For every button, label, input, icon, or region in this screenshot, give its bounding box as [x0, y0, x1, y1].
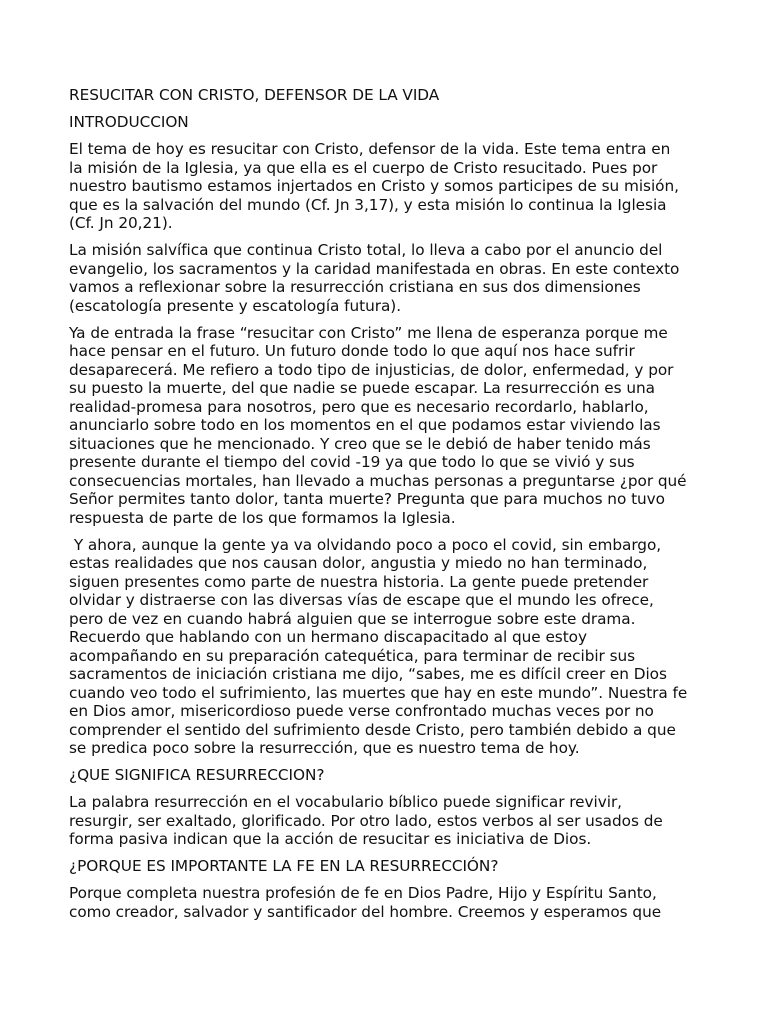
- section-heading-significado: ¿QUE SIGNIFICA RESURRECCION?: [69, 766, 325, 784]
- intro-paragraph-3: Ya de entrada la frase “resucitar con Cristo” me llena de esperanza porque me hace pensar en el futuro. Un futuro donde todo lo que aquí nos hace sufrir desaparecerá. Me refiero a todo tipo de injusticias, de dolor, enfermedad, y por su puesto la muerte, del que nadie se puede escapar. La resurrección es una realidad-promesa para nosotros, pero que es necesario recordarlo, hablarlo, anunciarlo sobre todo en los momentos en el que podamos estar viviendo las situaciones que he mencionado. Y creo que se le debió de haber tenido más presente durante el tiempo del covid -19 ya que todo lo que se vivió y sus consecuencias mortales, han llevado a muchas personas a preguntarse ¿por qué Señor permites tanto dolor, tanta muerte? Pregunta que para muchos no tuvo respuesta de parte de los que formamos la Iglesia.: [69, 323, 687, 527]
- intro-paragraph-2: La misión salvífica que continua Cristo total, lo lleva a cabo por el anuncio del evangelio, los sacramentos y la caridad manifestada en obras. En este contexto vamos a reflexionar sobre la resurrección cristiana en sus dos dimensiones (escatología presente y escatología futura).: [69, 241, 680, 315]
- intro-paragraph-1: El tema de hoy es resucitar con Cristo, defensor de la vida. Este tema entra en la misión de la Iglesia, ya que ella es el cuerpo de Cristo resucitado. Pues por nuestro bautismo estamos injertados en Cristo y somos participes de su misión, que es la salvación del mundo (Cf. Jn 3,17), y esta misión lo continua la Iglesia (Cf. Jn 20,21).: [69, 140, 679, 232]
- document-title: RESUCITAR CON CRISTO, DEFENSOR DE LA VIDA: [69, 86, 440, 104]
- section-heading-importancia: ¿PORQUE ES IMPORTANTE LA FE EN LA RESURRECCIÓN?: [69, 857, 499, 875]
- importance-paragraph: Porque completa nuestra profesión de fe en Dios Padre, Hijo y Espíritu Santo, como creador, salvador y santificador del hombre. Creemos y esperamos que: [69, 884, 662, 921]
- section-heading-introduccion: INTRODUCCION: [69, 113, 189, 131]
- meaning-paragraph: La palabra resurrección en el vocabulario bíblico puede significar revivir, resurgir, ser exaltado, glorificado. Por otro lado, estos verbos al ser usados de forma pasiva indican que la acción de resucitar es iniciativa de Dios.: [69, 793, 663, 848]
- intro-paragraph-4: Y ahora, aunque la gente ya va olvidando poco a poco el covid, sin embargo, estas realidades que nos causan dolor, angustia y miedo no han terminado, siguen presentes como parte de nuestra historia. La gente puede pretender olvidar y distraerse con las diversas vías de escape que el mundo les ofrece, pero de vez en cuando habrá alguien que se interrogue sobre este drama. Recuerdo que hablando con un hermano discapacitado al que estoy acompañando en su preparación catequética, para terminar de recibir sus sacramentos de iniciación cristiana me dijo, “sabes, me es difícil creer en Dios cuando veo todo el sufrimiento, las muertes que hay en este mundo”. Nuestra fe en Dios amor, misericordioso puede verse confrontado muchas veces por no comprender el sentido del sufrimiento desde Cristo, pero también debido a que se predica poco sobre la resurrección, que es nuestro tema de hoy.: [69, 535, 693, 757]
- document-body: [69, 86, 693, 921]
